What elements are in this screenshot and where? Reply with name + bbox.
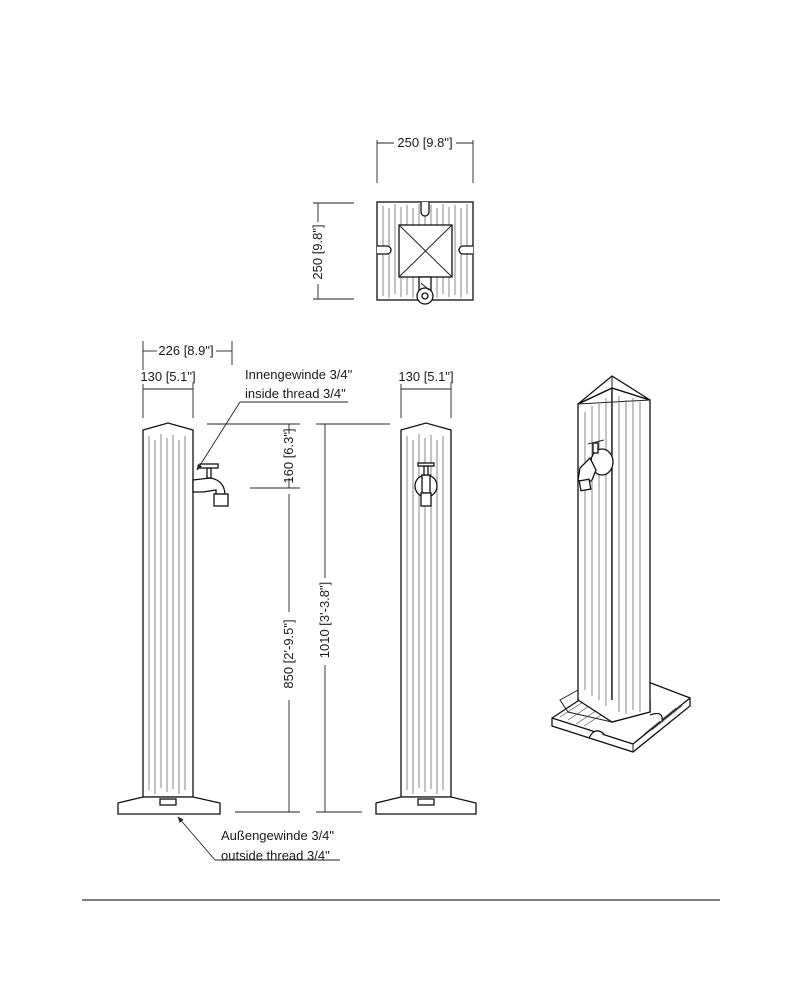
overall-height-label: 1010 [3'-3.8"] <box>317 581 332 659</box>
top-view <box>310 135 473 304</box>
tap-drop-dimension <box>207 424 300 488</box>
top-view-width-label: 250 [9.8"] <box>397 135 453 150</box>
tap-height-label: 850 [2'-9.5"] <box>281 619 296 689</box>
side-post-width-label: 130 [5.1"] <box>398 369 454 384</box>
top-view-depth-label: 250 [9.8"] <box>310 224 325 280</box>
front-view-tap <box>193 464 228 506</box>
front-overall-width-label: 226 [8.9"] <box>158 343 214 358</box>
outside-thread-en-label: outside thread 3/4" <box>221 848 330 863</box>
front-post-width-dimension <box>140 369 195 418</box>
outside-thread-de-label: Außengewinde 3/4" <box>221 828 335 843</box>
side-view <box>316 369 476 814</box>
inside-thread-en-label: inside thread 3/4" <box>245 386 346 401</box>
top-view-depth-dimension <box>310 203 354 299</box>
front-post-width-label: 130 [5.1"] <box>140 369 196 384</box>
isometric-post <box>560 376 650 722</box>
inside-thread-callout <box>197 367 353 470</box>
side-post-width-dimension <box>398 369 453 418</box>
tap-height-dimension <box>235 494 300 812</box>
top-view-width-dimension <box>377 135 473 183</box>
front-overall-width-dimension <box>143 341 232 370</box>
top-view-base-plate <box>377 202 473 304</box>
isometric-view <box>552 376 690 752</box>
tap-drop-label: 160 [6.3"] <box>281 428 296 484</box>
outside-thread-callout <box>178 817 340 863</box>
inside-thread-de-label: Innengewinde 3/4" <box>245 367 353 382</box>
top-view-tap <box>417 277 433 304</box>
overall-height-dimension <box>316 424 390 812</box>
